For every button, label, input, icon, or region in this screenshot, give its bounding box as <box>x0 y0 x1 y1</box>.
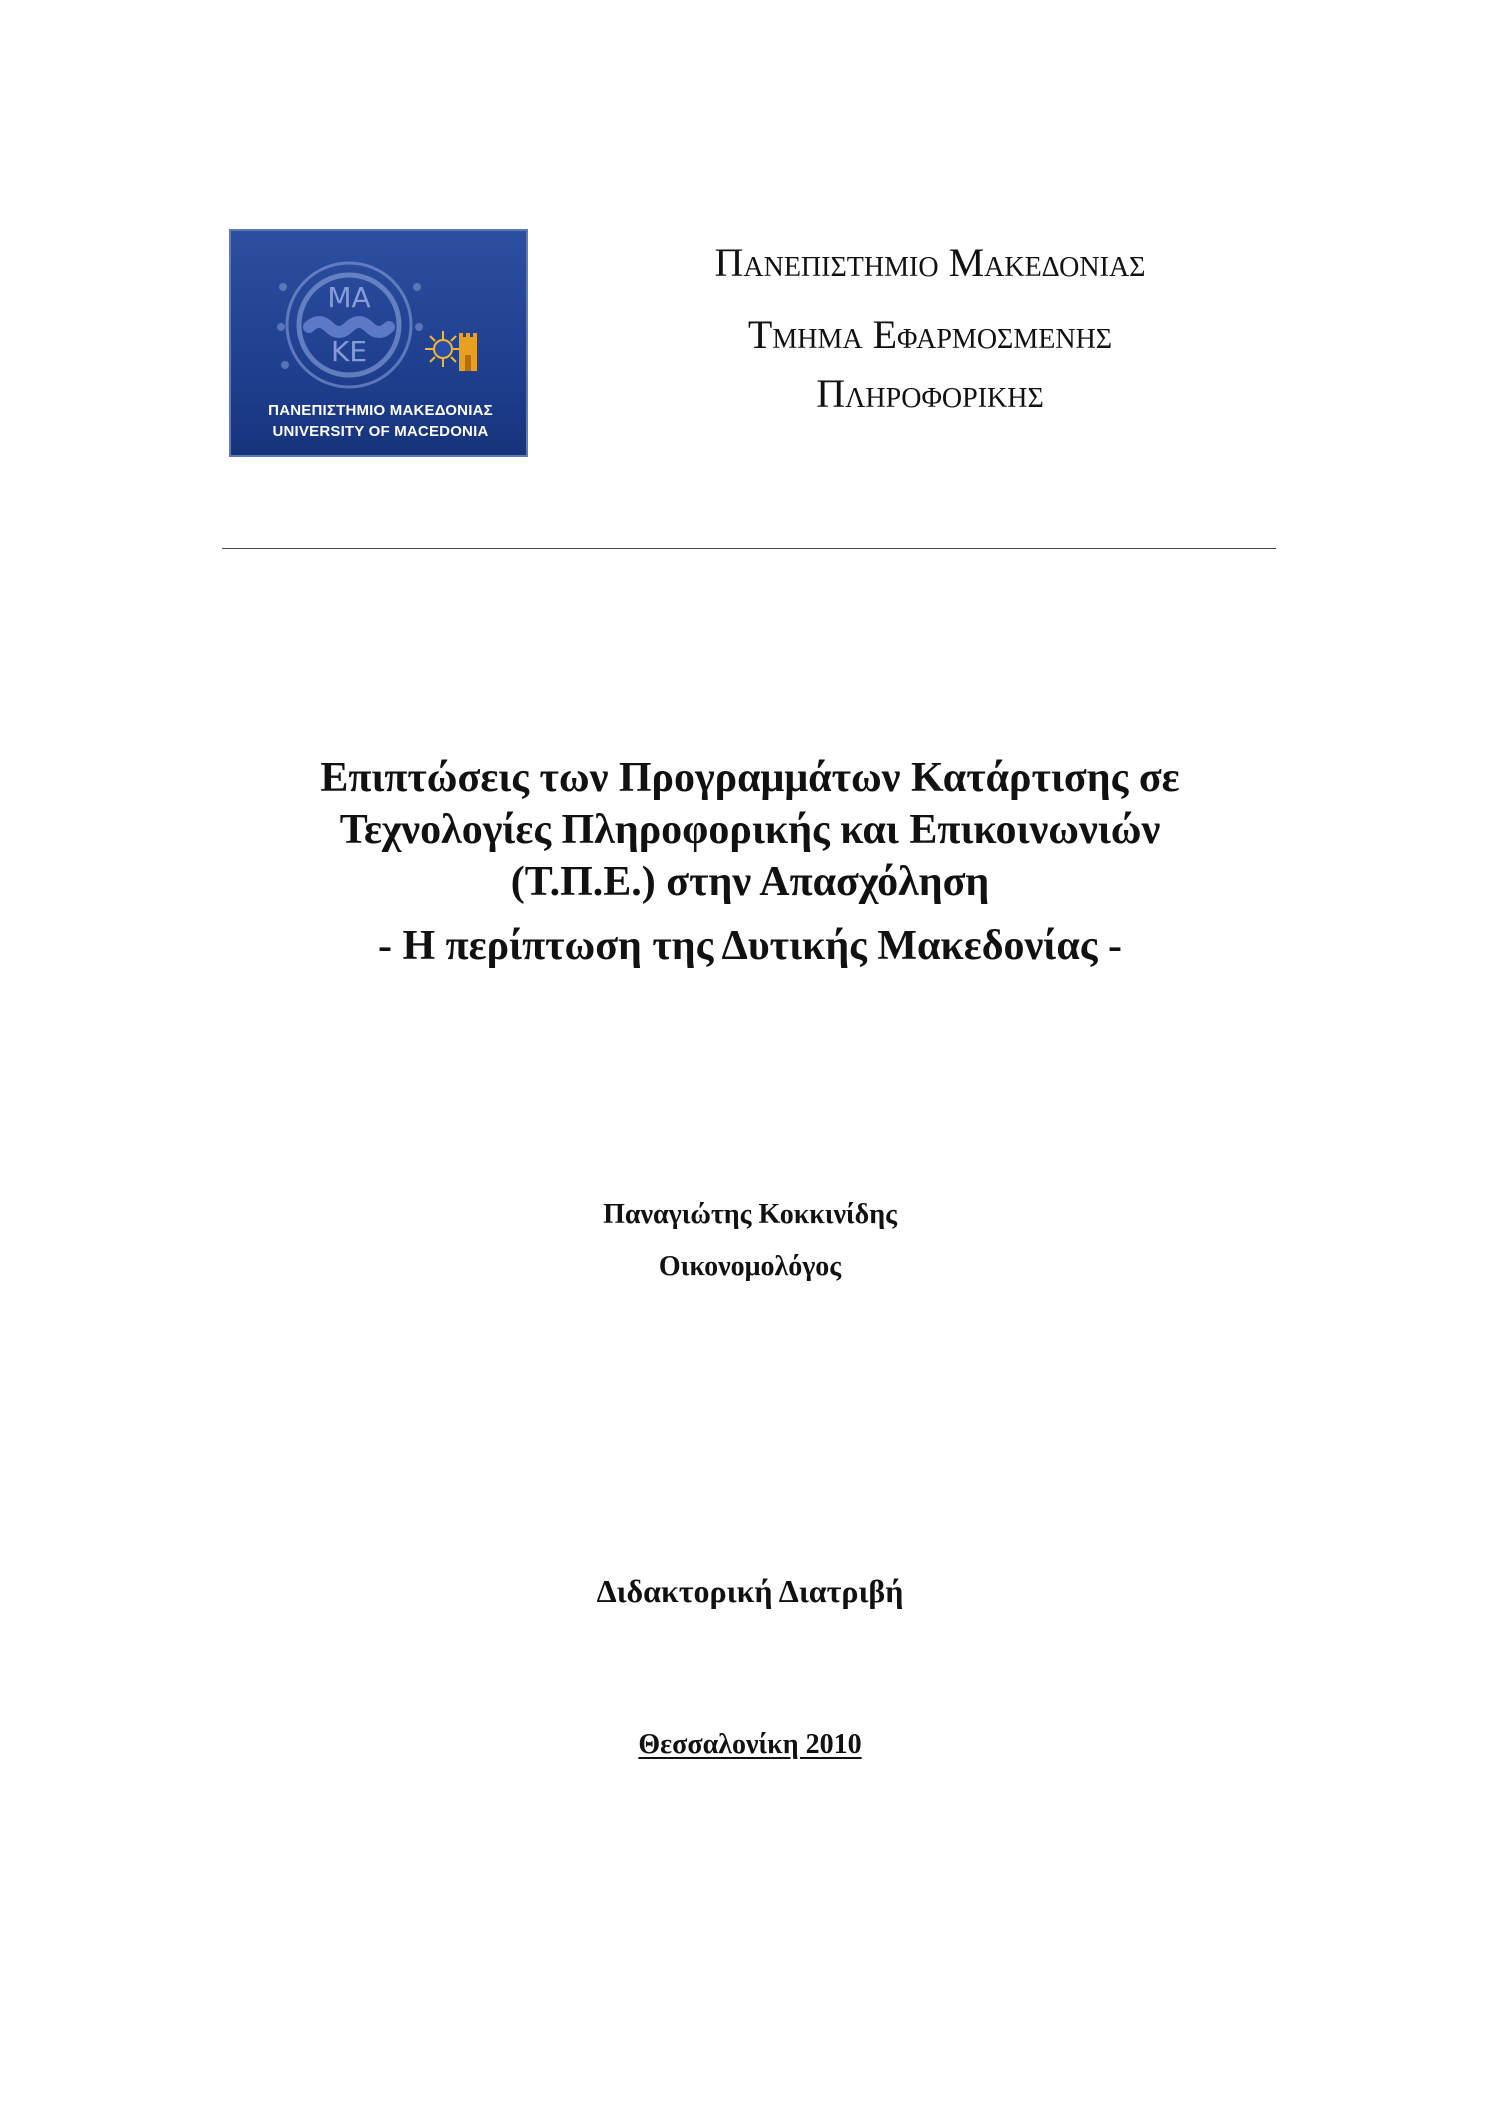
seal-text-top: ΜΑ <box>327 281 371 314</box>
seal-text-bottom: ΚΕ <box>330 335 368 368</box>
header-divider <box>222 548 1276 549</box>
logo-caption-greek: ΠΑΝΕΠΙΣΤΗΜΙΟ ΜΑΚΕΔΟΝΙΑΣ <box>268 402 493 419</box>
thesis-title-line1: Επιπτώσεις των Προγραμμάτων Κατάρτισης σε <box>320 755 1180 801</box>
author-name: Παναγιώτης Κοκκινίδης <box>603 1199 897 1230</box>
seal-icon <box>271 257 431 397</box>
place-date: Θεσσαλονίκη 2010 <box>638 1729 862 1760</box>
university-name: Πανεπιστημιο Μακεδονιασ <box>714 240 1146 285</box>
document-type: Διδακτορική Διατριβή <box>596 1573 904 1609</box>
department-name-line2: Πληροφορικησ <box>816 371 1044 416</box>
thesis-title-line2: Τεχνολογίες Πληροφορικής και Επικοινωνιών <box>339 807 1161 853</box>
logo-caption-english: UNIVERSITY OF MACEDONIA <box>272 423 489 440</box>
author-profession: Οικονομολόγος <box>658 1251 842 1282</box>
emblem-icon <box>423 329 483 389</box>
thesis-subtitle: - Η περίπτωση της Δυτικής Μακεδονίας - <box>378 923 1122 969</box>
university-logo <box>229 229 528 457</box>
department-name-line1: Τμημα Εφαρμοσμενησ <box>747 312 1113 357</box>
thesis-title-line3: (Τ.Π.Ε.) στην Απασχόληση <box>510 859 990 905</box>
